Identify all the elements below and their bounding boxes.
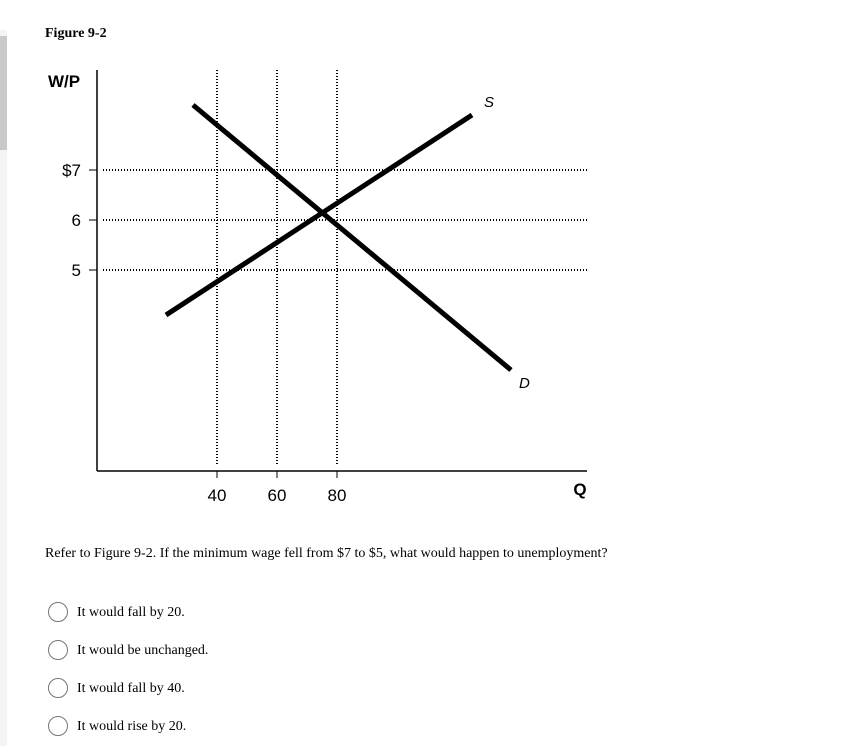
- y-axis-label: W/P: [48, 72, 81, 91]
- answer-option-label: It would be unchanged.: [77, 643, 209, 658]
- x-tick-label: 80: [327, 486, 347, 505]
- chart-ticks: [62, 161, 346, 505]
- radio-button[interactable]: [48, 602, 68, 622]
- answer-option[interactable]: [48, 669, 208, 707]
- series-line-s: [166, 115, 472, 315]
- y-tick-label: 6: [71, 211, 81, 230]
- radio-button[interactable]: [48, 678, 68, 698]
- series-label: D: [519, 375, 530, 392]
- x-tick-label: 40: [207, 486, 227, 505]
- chart-series: [166, 94, 530, 392]
- y-tick-label: 5: [71, 261, 81, 280]
- answer-option-label: It would rise by 20.: [77, 719, 187, 734]
- radio-button[interactable]: [48, 716, 68, 736]
- question-text: Refer to Figure 9-2. If the minimum wage fell from $7 to $5, what would happen to unemployment?: [45, 546, 608, 561]
- x-axis-label: Q: [573, 480, 587, 499]
- series-line-d: [193, 105, 511, 370]
- chart-axes: [97, 70, 587, 471]
- answer-option-label: It would fall by 20.: [77, 605, 185, 620]
- x-tick-label: 60: [267, 486, 287, 505]
- answer-option[interactable]: [48, 631, 208, 669]
- series-label: S: [484, 94, 495, 111]
- answer-option[interactable]: [48, 593, 208, 631]
- answer-option-label: It would fall by 40.: [77, 681, 185, 696]
- answer-option[interactable]: [48, 707, 208, 745]
- figure-title: Figure 9-2: [45, 26, 107, 41]
- answer-options: [48, 593, 208, 745]
- chart-gridlines: [103, 70, 587, 464]
- radio-button[interactable]: [48, 640, 68, 660]
- y-tick-label: $7: [62, 161, 81, 180]
